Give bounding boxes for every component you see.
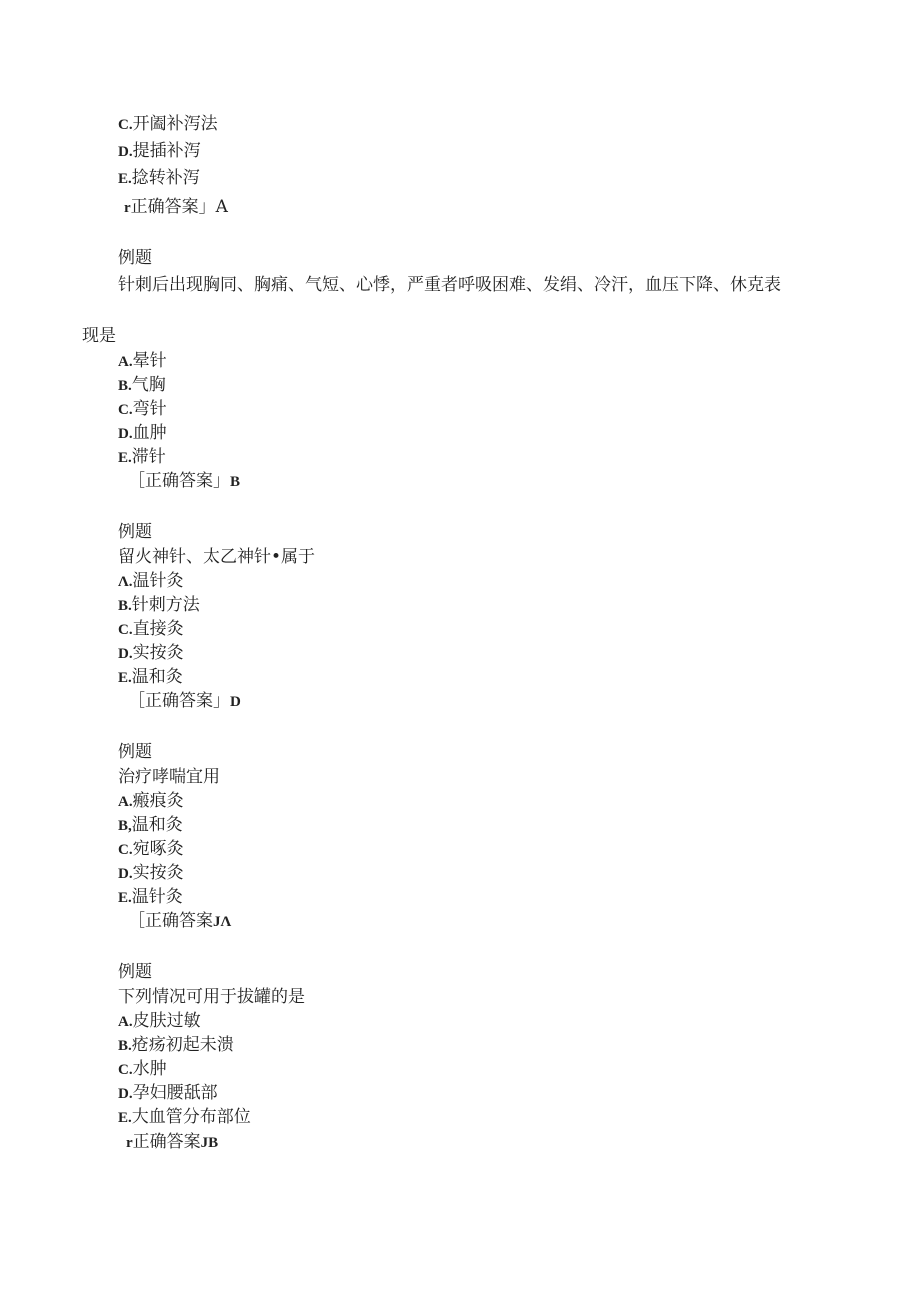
option-label: B. — [118, 378, 132, 394]
option-label: D. — [118, 1086, 133, 1102]
option-text: 滞针 — [131, 447, 166, 467]
option-label: D. — [118, 646, 133, 662]
option-c — [118, 838, 184, 861]
option-c — [118, 1058, 167, 1081]
option-label: C. — [118, 622, 133, 638]
option-b — [118, 814, 183, 837]
option-text: 宛啄灸 — [132, 839, 184, 859]
option-text: 开阖补泻法 — [132, 114, 218, 134]
option-a — [118, 350, 167, 373]
option-e — [118, 666, 183, 689]
option-c — [118, 398, 167, 421]
question-text: 下列情况可用于拔罐的是 — [118, 987, 305, 1007]
option-e — [118, 446, 166, 469]
option-label: E. — [118, 1110, 132, 1126]
question-heading: 例题 — [118, 962, 152, 982]
option-label: E. — [118, 670, 132, 686]
answer-value: JΛ — [213, 914, 232, 930]
option-label: D. — [118, 866, 133, 882]
option-e — [118, 886, 183, 909]
option-b — [118, 374, 166, 397]
answer-line — [126, 1131, 218, 1154]
option-text: 温和灸 — [131, 815, 183, 835]
option-text: 实按灸 — [132, 863, 184, 883]
answer-value: JB — [200, 1135, 219, 1151]
option-text: 针刺方法 — [131, 595, 200, 615]
option-text: 温和灸 — [131, 667, 183, 687]
option-c — [118, 113, 218, 136]
answer-text: 正确答案 — [132, 1132, 201, 1152]
answer-value: D — [230, 694, 241, 710]
option-e — [118, 1106, 251, 1129]
option-label: C. — [118, 1062, 133, 1078]
option-label: A. — [118, 354, 133, 370]
option-label: E. — [118, 890, 132, 906]
answer-line — [128, 470, 240, 493]
option-label: C. — [118, 117, 133, 133]
question-text: 治疗哮喘宜用 — [118, 767, 220, 787]
option-text: 孕妇腰舐部 — [132, 1083, 218, 1103]
option-a — [118, 1010, 201, 1033]
answer-prefix: r — [126, 1135, 133, 1151]
option-text: 晕针 — [132, 351, 167, 371]
answer-prefix: r — [124, 200, 131, 216]
answer-line — [128, 690, 241, 713]
question-heading: 例题 — [118, 248, 152, 268]
option-label: A. — [118, 794, 133, 810]
option-a — [118, 570, 184, 593]
option-label: D. — [118, 426, 133, 442]
question-heading: 例题 — [118, 742, 152, 762]
option-text: 温针灸 — [131, 887, 183, 907]
option-text: 捻转补泻 — [131, 168, 200, 188]
option-text: 提插补泻 — [132, 141, 201, 161]
answer-text: 正确答案」A — [130, 197, 228, 217]
option-d — [118, 140, 201, 163]
question-text: 针刺后出现胸同、胸痛、气短、心悸，严重者呼吸困难、发绢、冷汗，血压下降、休克表 — [118, 275, 781, 295]
option-d — [118, 862, 184, 885]
option-text: 瘢痕灸 — [132, 791, 184, 811]
answer-text: ［正确答案」 — [128, 691, 230, 711]
option-text: 实按灸 — [132, 643, 184, 663]
option-label: A. — [118, 1014, 133, 1030]
option-c — [118, 618, 184, 641]
option-label: C. — [118, 842, 133, 858]
option-a — [118, 790, 184, 813]
option-d — [118, 642, 184, 665]
option-label: B. — [118, 1038, 132, 1054]
answer-value: B — [230, 474, 241, 490]
option-text: 血肿 — [132, 423, 167, 443]
question-text: 留火神针、太乙神针•属于 — [118, 547, 316, 567]
option-label: D. — [118, 144, 133, 160]
option-text: 水肿 — [132, 1059, 167, 1079]
option-text: 温针灸 — [132, 571, 184, 591]
answer-line — [128, 910, 231, 933]
option-label: B, — [118, 818, 132, 834]
option-d — [118, 1082, 218, 1105]
option-d — [118, 422, 167, 445]
option-label: E. — [118, 450, 132, 466]
option-text: 弯针 — [132, 399, 167, 419]
question-text-cont: 现是 — [82, 326, 116, 346]
answer-text: ［正确答案」 — [128, 471, 230, 491]
question-heading: 例题 — [118, 522, 152, 542]
option-label: C. — [118, 402, 133, 418]
option-text: 疮疡初起未溃 — [131, 1035, 234, 1055]
answer-text: ［正确答案 — [128, 911, 213, 931]
option-label: E. — [118, 171, 132, 187]
option-label: Λ. — [118, 574, 133, 590]
option-text: 皮肤过敏 — [132, 1011, 201, 1031]
option-text: 大血管分布部位 — [131, 1107, 251, 1127]
option-b — [118, 1034, 234, 1057]
answer-line — [124, 196, 228, 219]
option-e — [118, 167, 200, 190]
option-text: 气胸 — [131, 375, 166, 395]
option-b — [118, 594, 200, 617]
option-text: 直接灸 — [132, 619, 184, 639]
option-label: B. — [118, 598, 132, 614]
